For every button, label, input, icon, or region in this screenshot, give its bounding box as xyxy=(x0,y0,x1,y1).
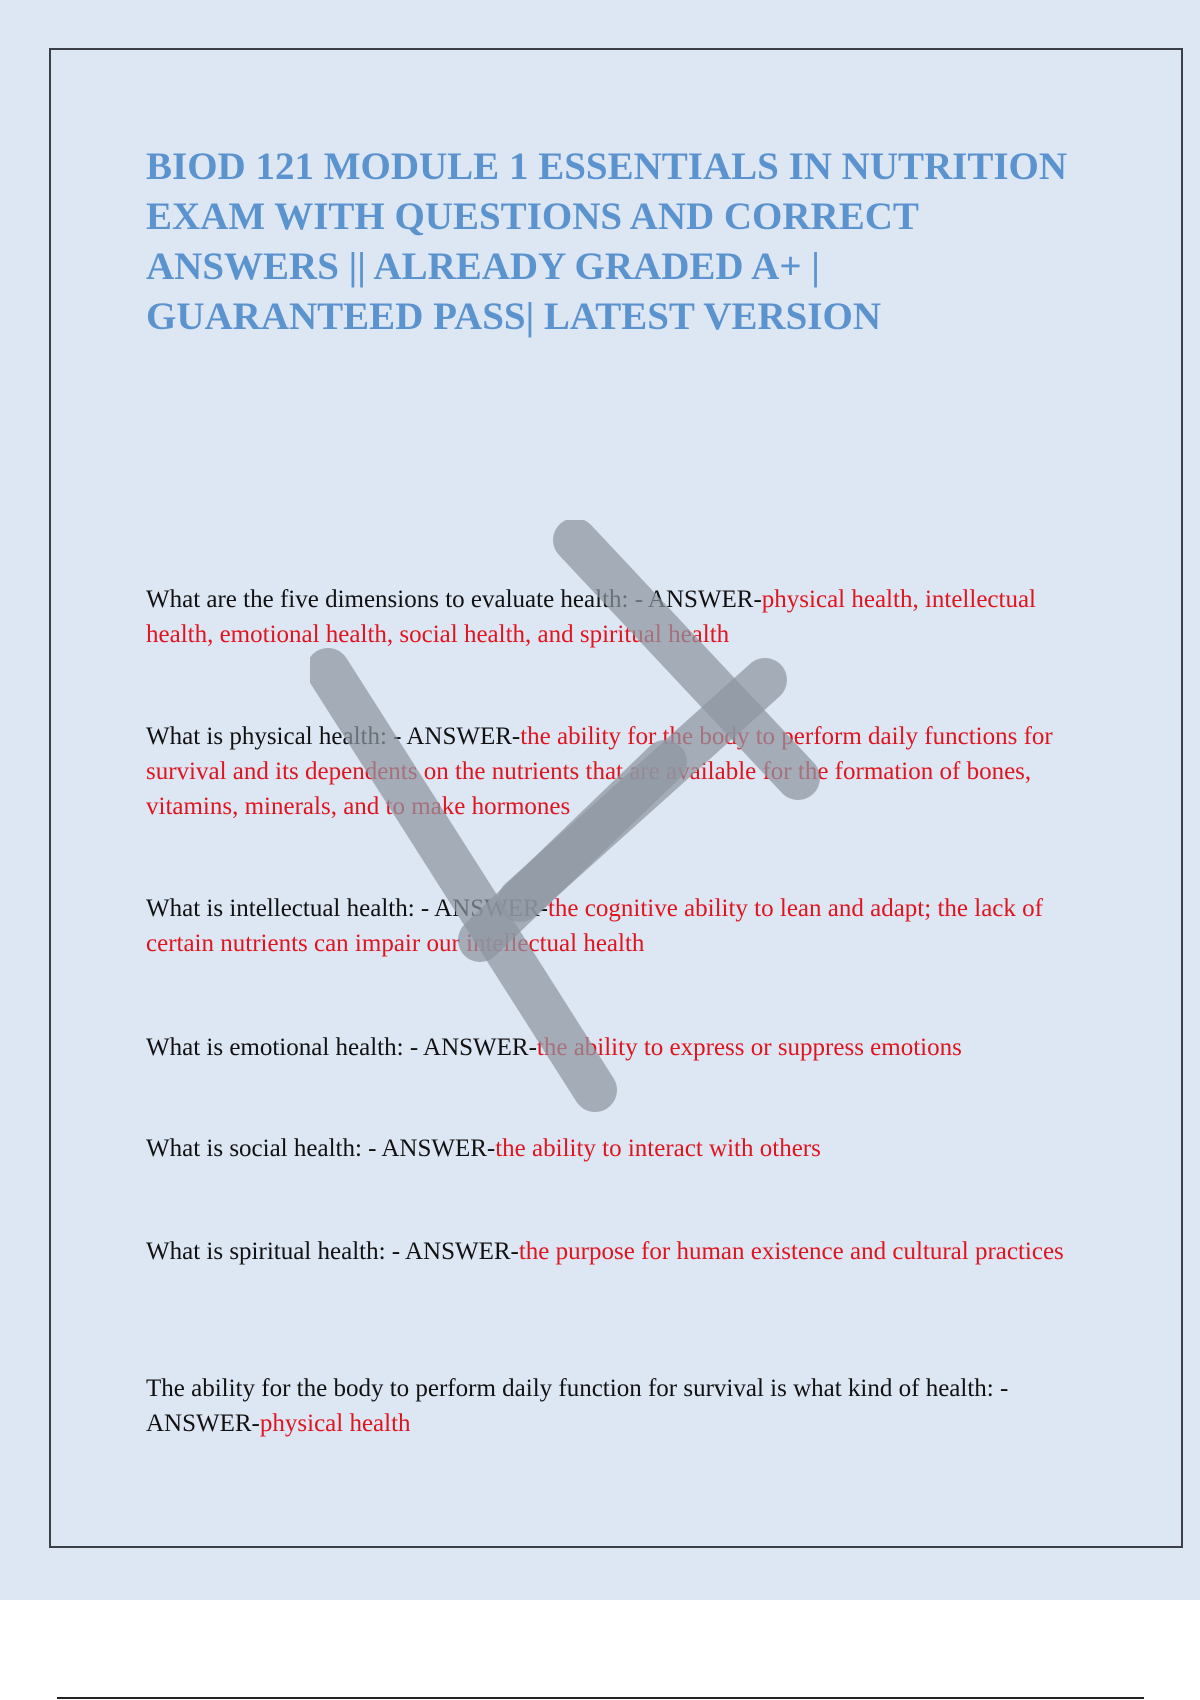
answer-text: the ability to interact with others xyxy=(495,1135,821,1162)
answer-text: physical health, intellectual health, emotional health, social health, and spiritual health xyxy=(146,586,1037,648)
question-text: What are the five dimensions to evaluate health: - ANSWER- xyxy=(146,586,762,613)
qa-item-6 xyxy=(146,1234,1086,1269)
answer-text: physical health xyxy=(259,1410,411,1437)
qa-item-7 xyxy=(146,1371,1086,1441)
answer-text: the ability to express or suppress emotions xyxy=(536,1034,962,1061)
answer-text: the purpose for human existence and cultural practices xyxy=(518,1238,1064,1265)
question-text: The ability for the body to perform daily function for survival is what kind of health: - ANSWER- xyxy=(146,1375,1009,1437)
document-title: BIOD 121 MODULE 1 ESSENTIALS IN NUTRITION EXAM WITH QUESTIONS AND CORRECT ANSWERS || ALREADY GRADED A+ | GUARANTEED PASS| LATEST VERSION xyxy=(146,145,1068,338)
qa-item-2 xyxy=(146,719,1086,824)
footer-divider xyxy=(57,1697,1144,1699)
qa-item-5 xyxy=(146,1131,1086,1166)
question-text: What is emotional health: - ANSWER- xyxy=(146,1034,537,1061)
qa-item-4 xyxy=(146,1030,1086,1065)
question-text: What is intellectual health: - ANSWER- xyxy=(146,895,548,922)
question-text: What is social health: - ANSWER- xyxy=(146,1135,496,1162)
question-text: What is physical health: - ANSWER- xyxy=(146,723,521,750)
answer-text: the ability for the body to perform daily functions for survival and its dependents on the nutrients that are available for the formation of bones, vitamins, minerals, and to make hormones xyxy=(146,723,1053,820)
qa-item-3 xyxy=(146,891,1086,961)
question-text: What is spiritual health: - ANSWER- xyxy=(146,1238,519,1265)
qa-item-1 xyxy=(146,582,1086,652)
answer-text: the cognitive ability to lean and adapt; the lack of certain nutrients can impair our intellectual health xyxy=(146,895,1043,957)
